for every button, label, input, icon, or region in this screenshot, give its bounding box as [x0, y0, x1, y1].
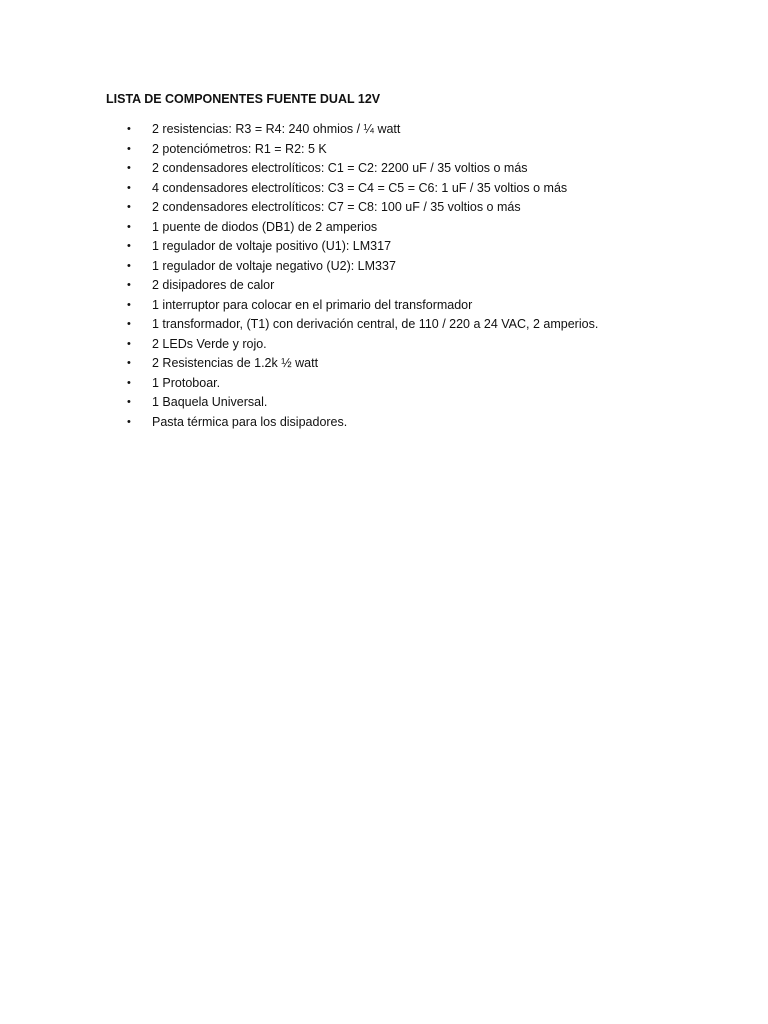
bullet-icon: • — [127, 123, 131, 135]
bullet-icon: • — [127, 142, 131, 155]
list-item-text: 4 condensadores electrolíticos: C3 = C4 = C5 = C6: 1 uF / 35 voltios o más — [152, 180, 568, 195]
list-item-text: 2 condensadores electrolíticos: C1 = C2: 2200 uF / 35 voltios o más — [152, 161, 528, 175]
bullet-icon: • — [127, 279, 131, 291]
list-item-text: Pasta térmica para los disipadores. — [152, 414, 348, 429]
list-item-text: 1 interruptor para colocar en el primario del transformador — [152, 297, 473, 312]
bullet-icon: • — [127, 162, 131, 174]
list-item-text: 2 resistencias: R3 = R4: 240 ohmios / ¼ watt — [152, 122, 401, 136]
list-item-text: 2 disipadores de calor — [152, 278, 275, 292]
bullet-icon: • — [127, 376, 131, 389]
list-item-text: 2 potenciómetros: R1 = R2: 5 K — [152, 141, 327, 156]
bullet-icon: • — [127, 298, 131, 311]
list-item-text: 1 transformador, (T1) con derivación central, de 110 / 220 a 24 VAC, 2 amperios. — [152, 317, 599, 331]
bullet-icon: • — [127, 318, 131, 330]
bullet-icon: • — [127, 357, 131, 369]
list-item-text: 1 regulador de voltaje positivo (U1): LM317 — [152, 239, 392, 253]
bullet-icon: • — [127, 396, 131, 408]
list-item-text: 1 puente de diodos (DB1) de 2 amperios — [152, 219, 378, 234]
list-item-text: 2 Resistencias de 1.2k ½ watt — [152, 356, 319, 370]
bullet-icon: • — [127, 240, 131, 252]
bullet-icon: • — [127, 181, 131, 194]
bullet-icon: • — [127, 415, 131, 428]
bullet-icon: • — [127, 337, 131, 350]
document-title: LISTA DE COMPONENTES FUENTE DUAL 12V — [106, 92, 381, 106]
bullet-icon: • — [127, 259, 131, 272]
list-item-text: 1 Protoboar. — [152, 375, 221, 390]
list-item-text: 2 condensadores electrolíticos: C7 = C8: 100 uF / 35 voltios o más — [152, 200, 521, 214]
list-item-text: 1 Baquela Universal. — [152, 395, 268, 409]
bullet-icon: • — [127, 201, 131, 213]
list-item-text: 2 LEDs Verde y rojo. — [152, 336, 267, 351]
list-item-text: 1 regulador de voltaje negativo (U2): LM337 — [152, 258, 396, 273]
bullet-icon: • — [127, 220, 131, 233]
